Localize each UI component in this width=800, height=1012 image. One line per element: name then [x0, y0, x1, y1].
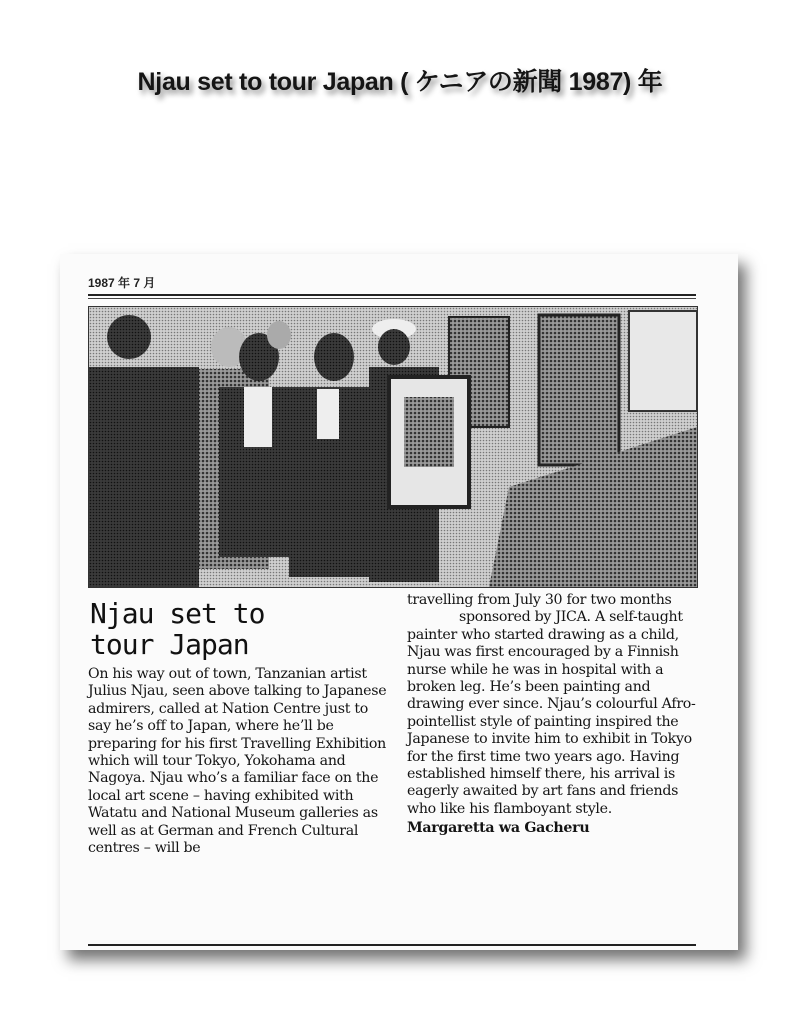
headline-line-2: tour Japan — [90, 628, 249, 661]
article-left-column — [88, 666, 388, 857]
clipping-date: 1987 年 7 月 — [88, 276, 156, 290]
left-column-text: On his way out of town, Tanzanian artist Julius Njau, seen above talking to Japanese admirers, called at Nation Centre just to say he’s off to Japan, where he’ll be preparing for his first Travelling Exhibition which will tour Tokyo, Yokohama and Nagoya. Njau who’s a familiar face on the local art scene – having exhibited with Watatu and National Museum galleries as well as at German and French Cultural centres – will be — [88, 666, 387, 857]
right-column-body: sponsored by JICA. A self-taught painter who started drawing as a child, Njau was first encouraged by a Finnish nurse while he was in hospital with a broken leg. He’s been painting and drawing ever since. Njau’s colourful Afro-pointellist style of painting inspired the Japanese to invite him to exhibit in Tokyo for the first time two years ago. Having established himself there, his arrival is eagerly awaited by art fans and friends who like his flamboyant style. — [407, 609, 696, 817]
headline — [90, 598, 390, 660]
article-right-column — [407, 592, 707, 838]
bottom-rule — [88, 944, 696, 946]
byline: Margaretta wa Gacheru — [407, 820, 590, 837]
top-rule-thin — [88, 298, 696, 299]
top-rule — [88, 294, 696, 296]
right-column-top: travelling from July 30 for two months — [407, 592, 672, 608]
headline-line-1: Njau set to — [90, 597, 265, 630]
news-photo — [88, 306, 698, 588]
newspaper-clipping — [60, 254, 738, 950]
page-title: Njau set to tour Japan ( ケニアの新聞 1987) 年 — [137, 68, 663, 96]
